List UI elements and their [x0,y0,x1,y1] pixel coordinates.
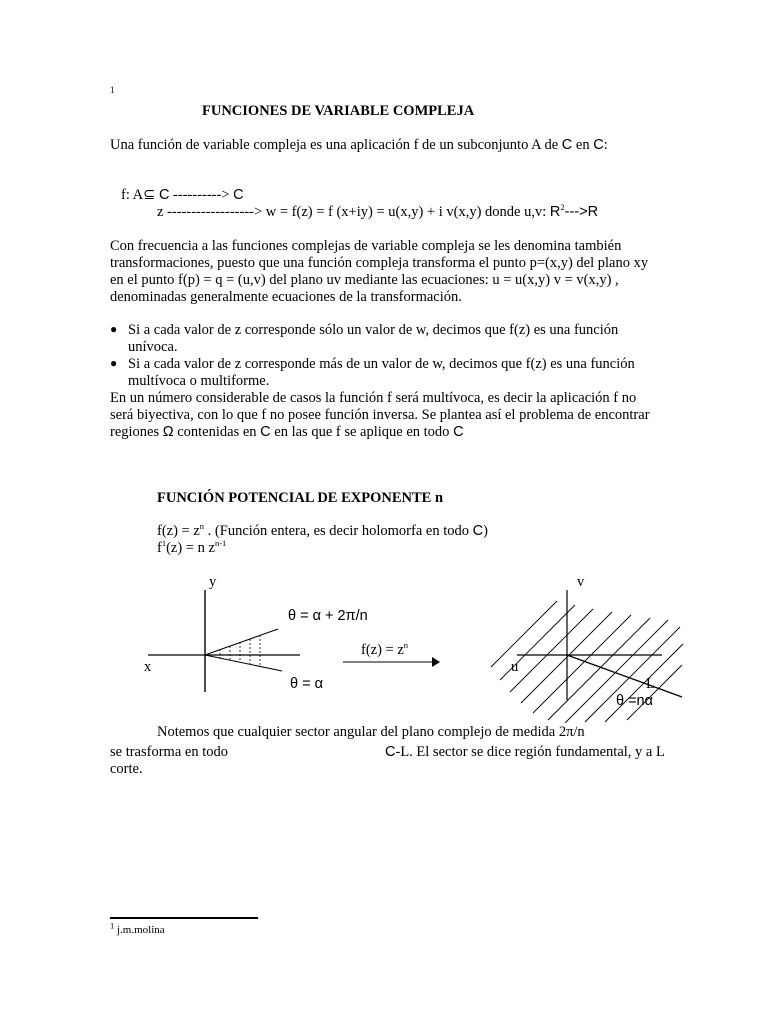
mapping-arrow-r: --->R [564,204,599,220]
paragraph-line: se trasforma en todo [110,744,228,760]
intro-en: en [575,137,590,153]
x-axis-label: x [144,659,152,675]
label-text: θ = α [290,676,323,692]
complex-set-symbol: C [472,523,484,539]
paragraph-line: Con frecuencia a las funciones complejas de variable compleja se les denomina también [110,238,622,254]
complex-set-symbol: C [561,137,573,153]
complex-set-symbol: C [158,187,170,203]
formula-text: (z) = n z [166,540,215,556]
footnote-text: j.m.molina [114,924,165,936]
formula-text: f(z) = z [157,523,200,539]
paragraph-line: En un número considerable de casos la función f será multívoca, es decir la aplicación f no [110,390,637,406]
footnote-marker: 1 [110,920,115,931]
angle-label [616,693,653,710]
paragraph-line: denominadas generalmente ecuaciones de la transformación. [110,289,462,305]
bullet-line: Si a cada valor de z corresponde sólo un valor de w, decimos que f(z) es una función [128,322,619,338]
text: en las que f se aplique en todo [274,424,450,440]
paragraph-line: corte. [110,761,143,777]
paragraph-line [385,744,665,761]
exponent: 1 [161,538,167,549]
paragraph-line: será biyectiva, con lo que f no posee función inversa. Se plantea así el problema de encontrar [110,407,650,423]
intro-colon: : [603,137,608,153]
footnote [110,920,165,936]
v-axis-label: v [577,574,585,590]
lower-ray-label [290,676,323,693]
complex-set-symbol: C [593,137,604,153]
bullet-line: Si a cada valor de z corresponde más de un valor de w, decimos que f(z) es una función [128,356,635,372]
complex-set-symbol: C [453,424,464,440]
arrow-head-icon [432,657,440,667]
page-title: FUNCIONES DE VARIABLE COMPLEJA [202,103,475,119]
formula-text: f [157,540,162,556]
formula-text: . (Función entera, es decir holomorfa en todo [204,523,469,539]
lower-ray [205,655,282,671]
paragraph-line: transformaciones, puesto que una función compleja transforma el punto p=(x,y) del plano xy [110,255,649,271]
bullet-line: unívoca. [128,339,178,355]
complex-set-symbol: C [260,424,271,440]
intro-text: Una función de variable compleja es una aplicación f de un subconjunto A de [110,137,559,153]
sector-hatch [220,635,260,666]
complex-set-symbol: C [233,187,244,203]
u-axis-label: u [511,659,519,675]
paragraph-line: en el punto f(p) = q = (u,v) del plano uv mediante las ecuaciones: u = u(x,y) v = v(x,y) , [110,272,619,288]
upper-ray [205,629,278,655]
text: -L. El sector se dice región fundamental, y a L [395,744,665,760]
mapping-formula: z ------------------> w = f(z) = f (x+iy) = u(x,y) + i v(x,y) donde u,v: [157,204,547,220]
upper-ray-label [288,608,368,625]
label-text: θ =nα [616,693,654,709]
footnote-separator [110,917,258,919]
mapping-prefix: f: A [121,187,144,203]
exponent: n [199,521,205,532]
real-set-symbol: R [549,204,561,220]
label-text: f(z) = z [361,642,404,658]
section-title: FUNCIÓN POTENCIAL DE EXPONENTE n [157,490,444,506]
exponent: n-1 [214,538,227,549]
complex-set-symbol: C [385,744,396,760]
omega-symbol: Ω [162,424,174,440]
bullet-icon: ● [110,322,118,336]
text: regiones [110,424,160,440]
mapping-arrow: ----------> [173,187,230,203]
formula-text: ) [483,523,488,539]
exponent: 2 [560,202,565,213]
paragraph-line: Notemos que cualquier sector angular del plano complejo de medida 2π/n [157,724,585,740]
label-text: θ = α + 2π/n [288,608,368,624]
bullet-icon: ● [110,356,118,370]
subseteq-symbol: ⊆ [143,187,156,203]
page-number: 1 [110,85,115,95]
y-axis-label: y [209,574,217,590]
exponent: n [403,640,409,651]
text: contenidas en [177,424,257,440]
bullet-line: multívoca o multiforme. [128,373,270,389]
map-label [361,642,408,659]
cut-label: L [646,676,655,692]
